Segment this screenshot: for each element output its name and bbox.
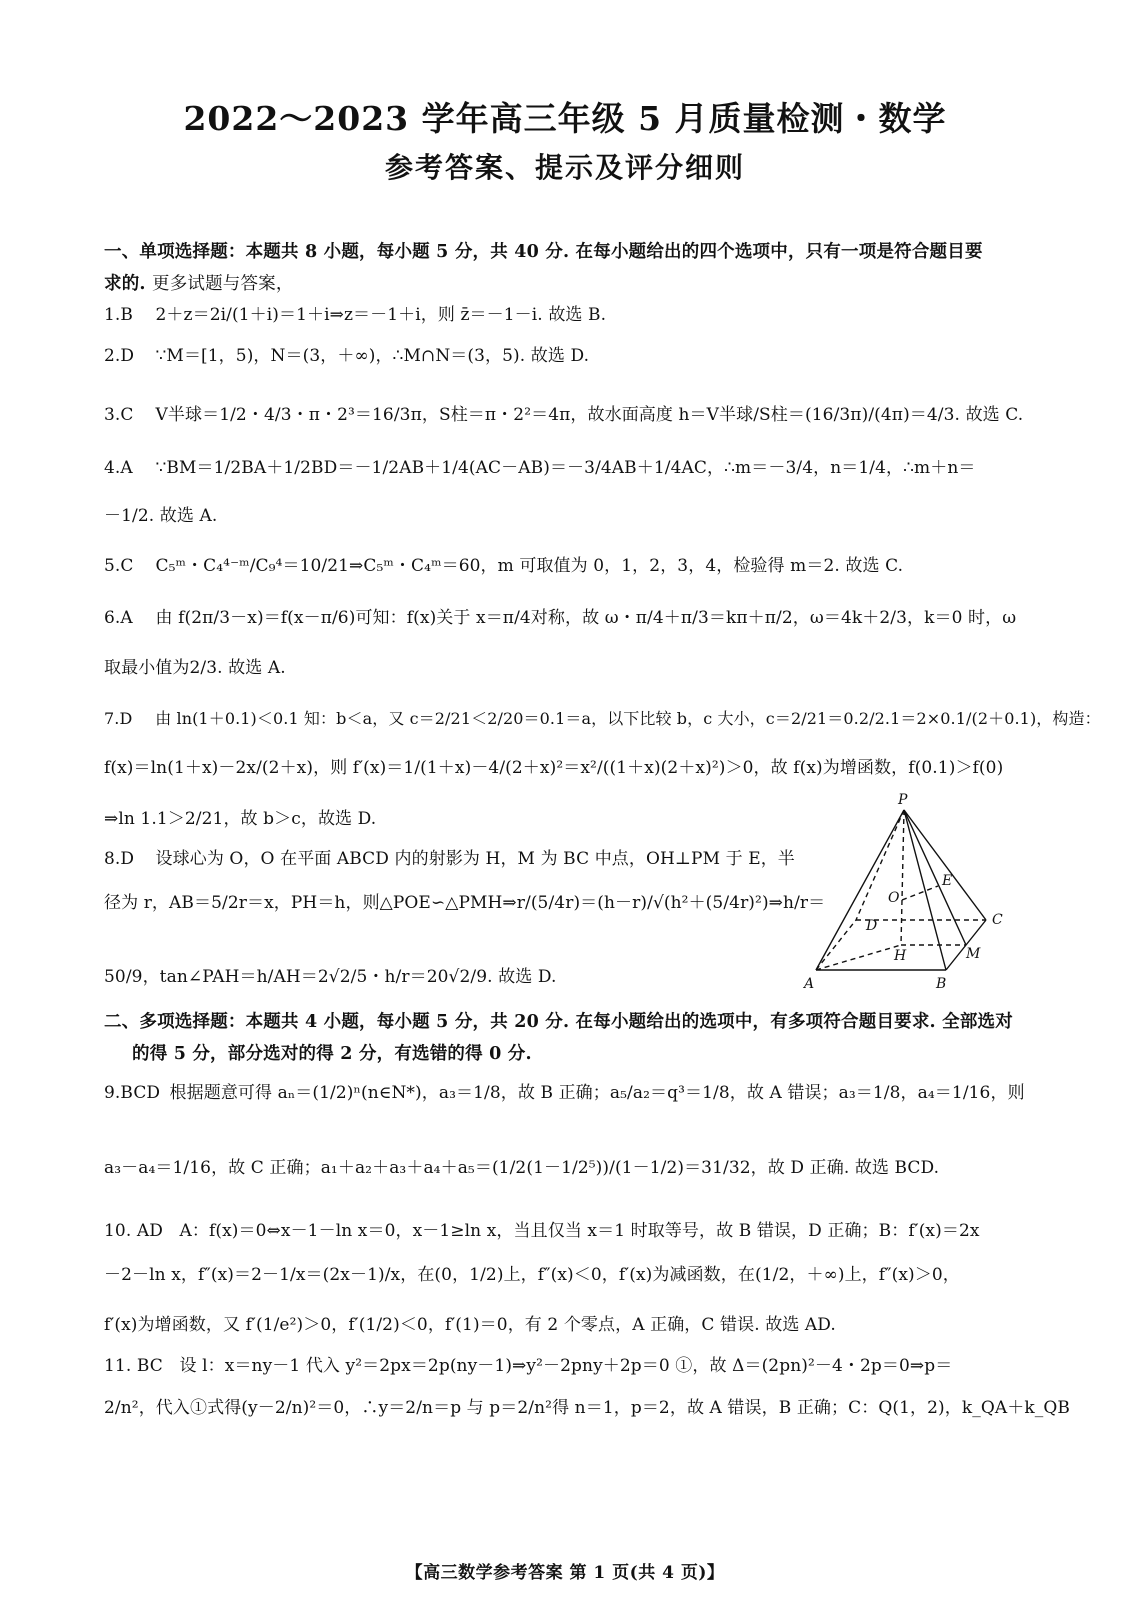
- answer-text-cont: －1/2. 故选 A.: [104, 506, 218, 526]
- answer-number: 2.D: [104, 346, 135, 366]
- answer-text: 由 ln(1＋0.1)＜0.1 知：b＜a，又 c＝2/21＜2/20＝0.1＝a，以下比较 b，c 大小，c＝2/21＝0.2/2.1＝2×0.1/(2＋0.1)，构造：: [155, 709, 1101, 728]
- answer-text: 2＋z＝2i/(1＋i)＝1＋i⇒z＝－1＋i，则 z̄＝－1－i. 故选 B.: [155, 305, 607, 325]
- page-title: 2022～2023 学年高三年级 5 月质量检测・数学: [183, 99, 947, 138]
- answer-number: 7.D: [104, 709, 133, 728]
- answer-4-cont: [104, 503, 217, 529]
- answer-number: 9.BCD: [104, 1083, 161, 1103]
- section1-note: 更多试题与答案，: [152, 274, 294, 294]
- answer-text: 由 f(2π/3－x)＝f(x－π/6)可知：f(x)关于 x＝π/4对称，故 ω・π/4＋π/3＝kπ＋π/2，ω＝4k＋2/3，k＝0 时，ω: [155, 608, 1017, 628]
- answer-3: [104, 402, 1023, 428]
- answer-8: [104, 846, 795, 872]
- answer-text: 设球心为 O，O 在平面 ABCD 内的射影为 H，M 为 BC 中点，OH⊥PM 于 E，半: [155, 849, 795, 869]
- section2-heading-line2: 的得 5 分，部分选对的得 2 分，有选错的得 0 分.: [132, 1044, 532, 1064]
- answer-2: [104, 343, 589, 369]
- answer-number: 11. BC: [104, 1356, 163, 1376]
- answer-7-cont2: [104, 806, 376, 832]
- answer-text-cont: ⇒ln 1.1＞2/21，故 b＞c，故选 D.: [104, 809, 377, 829]
- label-a: A: [804, 976, 815, 992]
- answer-text: C₅ᵐ・C₄⁴⁻ᵐ/C₉⁴＝10/21⇒C₅ᵐ・C₄ᵐ＝60，m 可取值为 0，1，2，3，4，检验得 m＝2. 故选 C.: [155, 556, 904, 576]
- section1-heading: [104, 236, 1014, 300]
- pyramid-figure: [796, 790, 1026, 1000]
- label-c: C: [992, 912, 1003, 928]
- label-d: D: [866, 918, 878, 934]
- answer-text-cont: 径为 r，AB＝5/2r＝x，PH＝h，则△POE∽△PMH⇒r/(5/4r)＝(h－r)/√(h²＋(5/4r)²)⇒h/r＝: [104, 893, 826, 913]
- answer-text: ∵BM＝1/2BA＋1/2BD＝－1/2AB＋1/4(AC－AB)＝－3/4AB＋1/4AC，∴m＝－3/4，n＝1/4，∴m＋n＝: [155, 458, 976, 478]
- answer-text: V半球＝1/2・4/3・π・2³＝16/3π，S柱＝π・2²＝4π，故水面高度 h＝V半球/S柱＝(16/3π)/(4π)＝4/3. 故选 C.: [155, 405, 1024, 425]
- answer-7: [104, 706, 1101, 732]
- answer-number: 8.D: [104, 849, 135, 869]
- section1-heading-line2: 求的.: [104, 274, 146, 294]
- answer-11-cont: [104, 1395, 1070, 1421]
- answer-10: [104, 1218, 980, 1244]
- answer-8-cont2: [104, 964, 556, 990]
- answer-number: 6.A: [104, 608, 133, 628]
- answer-number: 10. AD: [104, 1221, 163, 1241]
- answer-text-cont: a₃－a₄＝1/16，故 C 正确；a₁＋a₂＋a₃＋a₄＋a₅＝(1/2(1－1/2⁵))/(1－1/2)＝31/32，故 D 正确. 故选 BCD.: [104, 1158, 940, 1178]
- answer-11: [104, 1353, 952, 1379]
- answer-number: 5.C: [104, 556, 134, 576]
- answer-text: 设 l：x＝ny－1 代入 y²＝2px＝2p(ny－1)⇒y²－2pny＋2p＝0 ①，故 Δ＝(2pn)²－4・2p＝0⇒p＝: [179, 1356, 953, 1376]
- answer-9-cont: [104, 1155, 939, 1181]
- page-footer: 【高三数学参考答案 第 1 页(共 4 页)】: [405, 1563, 725, 1583]
- answer-text-cont: 2/n²，代入①式得(y－2/n)²＝0，∴y＝2/n＝p 与 p＝2/n²得 n＝1，p＝2，故 A 错误，B 正确；C：Q(1，2)，k_QA＋k_QB: [104, 1398, 1071, 1418]
- answer-number: 4.A: [104, 458, 133, 478]
- answer-text-cont: －2－ln x，f″(x)＝2－1/x＝(2x－1)/x，在(0，1/2)上，f″(x)＜0，f′(x)为减函数，在(1/2，＋∞)上，f″(x)＞0，: [104, 1265, 960, 1285]
- answer-text-cont: 取最小值为2/3. 故选 A.: [104, 658, 286, 678]
- answer-6-cont: [104, 655, 286, 681]
- answer-8-cont: [104, 890, 825, 916]
- answer-text: A：f(x)＝0⇔x－1－ln x＝0，x－1≥ln x，当且仅当 x＝1 时取等号，故 B 错误，D 正确；B：f′(x)＝2x: [179, 1221, 980, 1241]
- answer-text: ∵M＝[1，5)，N＝(3，＋∞)，∴M∩N＝(3，5). 故选 D.: [155, 346, 590, 366]
- label-e: E: [942, 873, 953, 889]
- answer-1: [104, 302, 606, 328]
- page-subtitle: 参考答案、提示及评分细则: [384, 151, 745, 184]
- label-b: B: [936, 976, 947, 992]
- answer-text-cont: f(x)＝ln(1＋x)－2x/(2＋x)，则 f′(x)＝1/(1＋x)－4/(2＋x)²＝x²/((1＋x)(2＋x)²)＞0，故 f(x)为增函数，f(0.1)＞f(0): [104, 758, 1004, 778]
- label-m: M: [966, 946, 981, 962]
- answer-6: [104, 605, 1016, 631]
- answer-10-cont2: [104, 1312, 836, 1338]
- answer-7-cont: [104, 755, 1003, 781]
- answer-number: 3.C: [104, 405, 134, 425]
- section2-heading: [104, 1006, 1014, 1070]
- section2-heading-line1: 二、多项选择题：本题共 4 小题，每小题 5 分，共 20 分. 在每小题给出的选项中，有多项符合题目要求. 全部选对: [104, 1012, 1013, 1032]
- answer-4: [104, 455, 976, 481]
- answer-text-cont: 50/9，tan∠PAH＝h/AH＝2√2/5・h/r＝20√2/9. 故选 D.: [104, 967, 557, 987]
- label-h: H: [894, 948, 907, 964]
- watermark-mask: [300, 276, 500, 294]
- answer-text-cont: f′(x)为增函数，又 f′(1/e²)＞0，f′(1/2)＜0，f′(1)＝0，有 2 个零点，A 正确，C 错误. 故选 AD.: [104, 1315, 836, 1335]
- answer-5: [104, 553, 903, 579]
- answer-9: [104, 1080, 1025, 1106]
- label-p: P: [898, 792, 908, 808]
- answer-text: 根据题意可得 aₙ＝(1/2)ⁿ(n∈N*)，a₃＝1/8，故 B 正确；a₅/a₂＝q³＝1/8，故 A 错误；a₃＝1/8，a₄＝1/16，则: [169, 1083, 1025, 1103]
- answer-10-cont: [104, 1262, 960, 1288]
- answer-number: 1.B: [104, 305, 134, 325]
- label-o: O: [888, 890, 900, 906]
- section1-heading-line1: 一、单项选择题：本题共 8 小题，每小题 5 分，共 40 分. 在每小题给出的四个选项中，只有一项是符合题目要: [104, 242, 983, 262]
